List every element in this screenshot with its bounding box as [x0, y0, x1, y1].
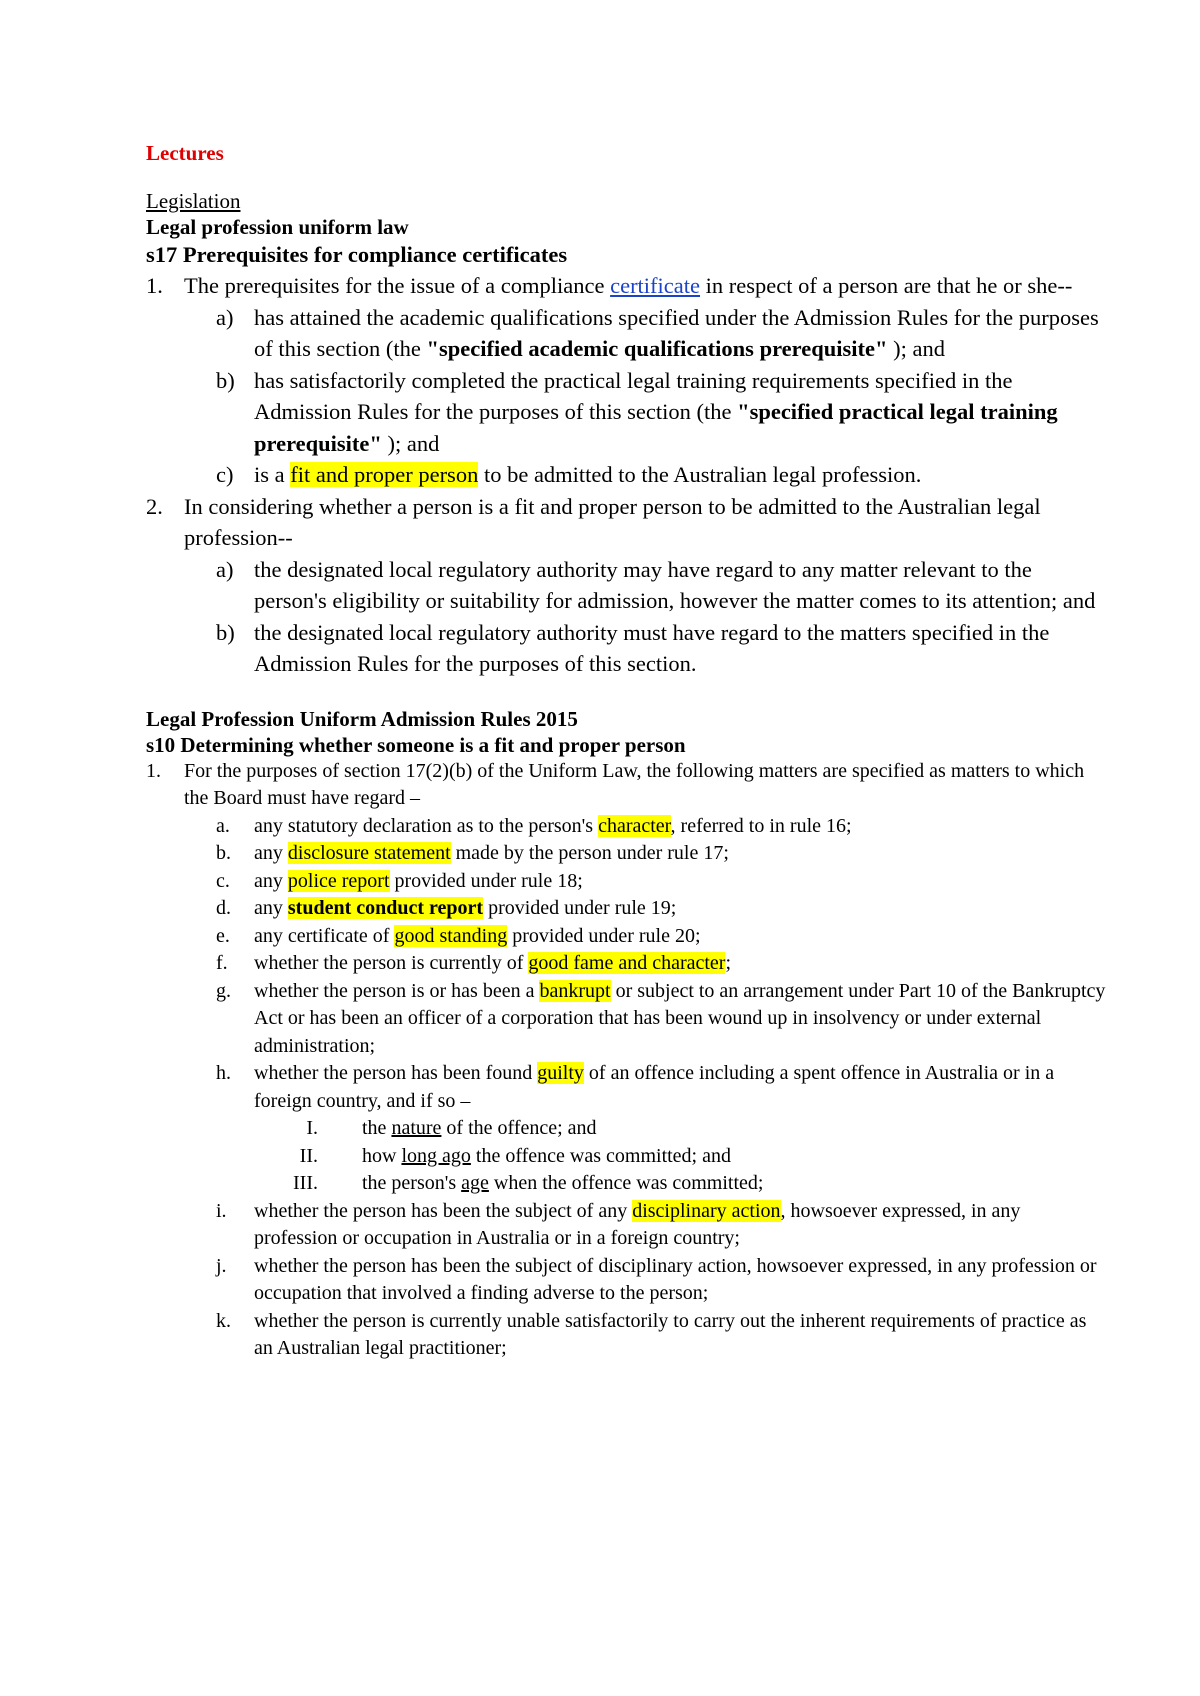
text: of the offence; and [441, 1117, 597, 1139]
list-label: a. [216, 814, 230, 837]
s17-item-2 [146, 491, 1106, 554]
list-item [216, 950, 1106, 978]
list-text [254, 302, 1106, 365]
text: whether the person has been the subject of disciplinary action, howsoever expressed, in any profession or occupation that involved a finding adverse to the person; [254, 1254, 1097, 1304]
list-label: II. [299, 1144, 318, 1167]
defined-term: "specified practical legal training prerequisite" [254, 399, 1058, 456]
text: of an offence including a spent offence in Australia or in a foreign country, and if so – [254, 1062, 1055, 1112]
s17-item-1 [146, 270, 1106, 302]
list-label: g. [216, 979, 231, 1002]
list-text [254, 813, 852, 841]
list-text [254, 1060, 1106, 1115]
list-text: In considering whether a person is a fit and proper person to be admitted to the Australian legal profession-- [184, 493, 1041, 550]
list-label: d. [216, 897, 231, 919]
highlight: character [598, 814, 671, 837]
list-number: 1. [146, 273, 163, 298]
text: made by the person under rule 17; [450, 842, 729, 864]
highlight: student conduct report [287, 897, 484, 919]
list-text [254, 459, 921, 491]
list-item [216, 923, 1106, 951]
text: provided under rule 19; [483, 897, 677, 919]
list-label: a) [216, 556, 234, 582]
text: the offence was committed; and [470, 1144, 731, 1167]
text: whether the person is or has been a [254, 979, 540, 1002]
list-item [216, 1253, 1106, 1308]
list-label: b) [216, 367, 235, 393]
document-page [146, 140, 1106, 1363]
highlight: good fame and character [528, 952, 726, 974]
list-text [254, 978, 1106, 1061]
list-text [254, 365, 1106, 460]
text: whether the person has been the subject of any [254, 1199, 633, 1222]
highlight: police report [287, 869, 390, 892]
text: , referred to in rule 16; [670, 814, 852, 837]
legislation-heading: Legislation [146, 189, 241, 213]
list-label: k. [216, 1309, 231, 1332]
text: any [254, 842, 288, 864]
text: ; [725, 952, 732, 974]
highlight: disclosure statement [287, 842, 451, 864]
list-item [290, 1143, 1106, 1171]
s17-item-1b [216, 365, 1106, 460]
list-label: e. [216, 924, 230, 947]
highlight: guilty [537, 1062, 584, 1084]
list-text [254, 950, 731, 978]
text: has attained the academic qualifications specified under the Admission Rules for the purposes of this section (the [254, 304, 1099, 361]
list-text [254, 868, 583, 896]
list-text [254, 840, 729, 868]
list-number: 2. [146, 493, 163, 519]
text: , howsoever expressed, in any profession or occupation in Australia or in a foreign country; [254, 1199, 1021, 1249]
s17-item-1a [216, 302, 1106, 365]
s17-heading: s17 Prerequisites for compliance certificates [146, 242, 568, 267]
text: when the offence was committed; [488, 1172, 764, 1194]
s10-sublist [146, 813, 1106, 1363]
list-item [216, 1308, 1106, 1363]
page-title: Lectures [146, 141, 224, 165]
list-item [216, 978, 1106, 1061]
text: is a [254, 462, 291, 487]
defined-term: "specified academic qualifications prerequisite" [426, 336, 888, 361]
list-label: b. [216, 842, 231, 864]
highlight: good standing [394, 924, 508, 947]
text: whether the person is currently of [254, 952, 529, 974]
text: whether the person has been found [254, 1062, 538, 1084]
s17-item-2a [216, 554, 1106, 617]
list-text [184, 270, 1072, 302]
list-text [254, 1253, 1106, 1308]
text: how [362, 1144, 402, 1167]
text: any certificate of [254, 924, 395, 947]
list-label: b) [216, 619, 235, 645]
list-item [216, 1198, 1106, 1253]
text: ); and [381, 430, 440, 456]
underlined-term: long ago [401, 1144, 471, 1167]
text: any [254, 869, 288, 892]
underlined-term: nature [391, 1117, 442, 1139]
text: provided under rule 18; [389, 869, 583, 892]
text: or subject to an arrangement under Part 10 of the Bankruptcy Act or has been an officer of a corporation that has been wound up in insolvency or under external administration; [254, 979, 1106, 1057]
s17-section [146, 270, 1106, 680]
list-text [254, 895, 676, 923]
list-label: j. [216, 1254, 227, 1277]
list-text [362, 1170, 763, 1198]
list-item [216, 895, 1106, 923]
list-text: For the purposes of section 17(2)(b) of the Uniform Law, the following matters are specified as matters to which the Board must have regard – [184, 759, 1085, 809]
text: in respect of a person are that he or she-- [700, 273, 1073, 298]
law-title: Legal profession uniform law [146, 215, 409, 239]
list-label: f. [216, 952, 228, 974]
list-label: a) [216, 304, 234, 330]
underlined-term: age [461, 1172, 489, 1194]
list-number: 1. [146, 759, 161, 782]
s10-heading: s10 Determining whether someone is a fit and proper person [146, 732, 686, 757]
text: the person's [362, 1172, 462, 1194]
list-label: i. [216, 1199, 227, 1222]
highlight: fit and proper person [290, 462, 479, 487]
text: any [254, 897, 288, 919]
s17-item-1c [216, 459, 1106, 491]
list-label: c. [216, 869, 230, 892]
list-item [216, 840, 1106, 868]
list-text: the designated local regulatory authority must have regard to the matters specified in the Admission Rules for the purposes of this section. [254, 619, 1050, 676]
text: ); and [887, 336, 945, 361]
rules-title: Legal Profession Uniform Admission Rules 2015 [146, 706, 578, 731]
list-text [362, 1143, 731, 1171]
spacer [146, 680, 1106, 706]
certificate-link[interactable]: certificate [610, 273, 701, 298]
list-item [290, 1170, 1106, 1198]
text: any statutory declaration as to the person's [254, 814, 599, 837]
list-label: III. [293, 1172, 318, 1194]
list-text [254, 1308, 1106, 1363]
list-text: the designated local regulatory authority may have regard to any matter relevant to the person's eligibility or suitability for admission, however the matter comes to its attention; and [254, 556, 1096, 613]
list-label: h. [216, 1062, 231, 1084]
text: The prerequisites for the issue of a compliance [184, 273, 611, 298]
s17-item-2b [216, 617, 1106, 680]
s10-item-1 [146, 758, 1106, 813]
list-text [362, 1115, 597, 1143]
text: provided under rule 20; [507, 924, 701, 947]
text: has satisfactorily completed the practical legal training requirements specified in the Admission Rules for the purposes of this section (the [254, 367, 1013, 424]
highlight: bankrupt [539, 979, 611, 1002]
list-text [254, 923, 701, 951]
list-text [254, 1198, 1106, 1253]
text: the [362, 1117, 392, 1139]
list-label: c) [216, 462, 234, 487]
list-item [216, 813, 1106, 841]
list-item [290, 1115, 1106, 1143]
highlight: disciplinary action [632, 1199, 781, 1222]
s10-section [146, 758, 1106, 1363]
list-item [216, 868, 1106, 896]
list-label: I. [306, 1117, 318, 1139]
text: to be admitted to the Australian legal profession. [478, 462, 922, 487]
list-item [216, 1060, 1106, 1115]
text: whether the person is currently unable satisfactorily to carry out the inherent requirements of practice as an Australian legal practitioner; [254, 1309, 1087, 1359]
